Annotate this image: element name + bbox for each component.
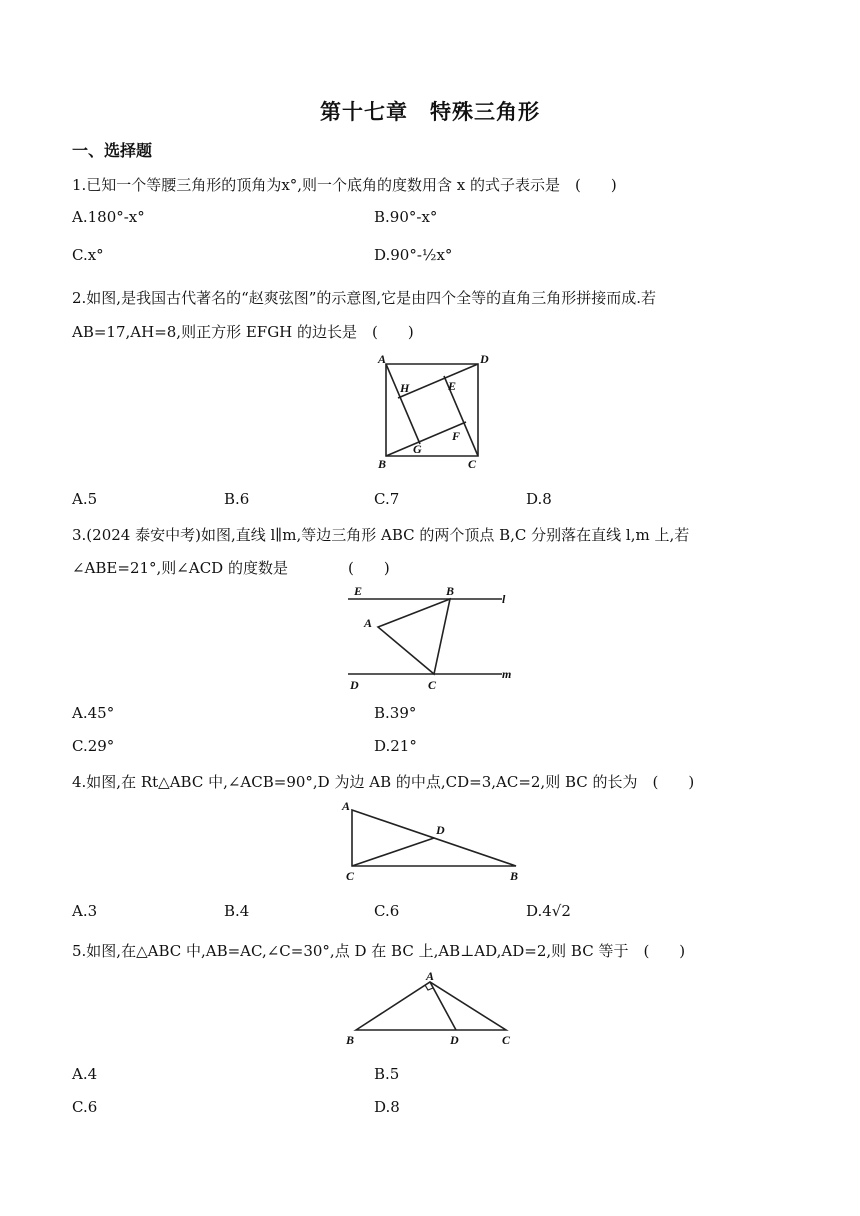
q5-option-c: C.6 xyxy=(72,1098,98,1116)
q2-label-c: C xyxy=(468,457,477,471)
q5-label-b: B xyxy=(346,1033,355,1047)
q3-option-d: D.21° xyxy=(374,737,417,755)
question-4-text: 4.如图,在 Rt△ABC 中,∠ACB=90°,D 为边 AB 的中点,CD=3,AC=2,则 BC 的长为 ( ) xyxy=(72,773,695,791)
q5-option-b: B.5 xyxy=(374,1065,400,1083)
q4-label-b: B xyxy=(510,869,519,883)
q2-option-b: B.6 xyxy=(224,490,250,508)
q4-label-c: C xyxy=(346,869,355,883)
q2-label-b: B xyxy=(378,457,387,471)
q2-outer-square xyxy=(386,364,478,456)
q2-label-a: A xyxy=(378,352,387,366)
q2-figure-zhaoshuang-diagram xyxy=(374,352,490,472)
q2-label-h: H xyxy=(400,381,410,395)
q3-option-a: A.45° xyxy=(72,704,115,722)
question-3-text-line2: ∠ABE=21°,则∠ACD 的度数是 ( ) xyxy=(72,559,390,577)
q2-option-a: A.5 xyxy=(72,490,98,508)
section-heading: 一、选择题 xyxy=(72,141,153,160)
q3-figure-parallel-lines xyxy=(340,583,520,693)
q3-option-c: C.29° xyxy=(72,737,115,755)
q1-option-c: C.x° xyxy=(72,246,104,264)
q5-label-d: D xyxy=(450,1033,459,1047)
q3-label-l: l xyxy=(502,592,506,606)
question-3-text-line1: 3.(2024 泰安中考)如图,直线 l∥m,等边三角形 ABC 的两个顶点 B,C 分别落在直线 l,m 上,若 xyxy=(72,526,690,544)
q5-option-d: D.8 xyxy=(374,1098,400,1116)
q1-option-b: B.90°-x° xyxy=(374,208,438,226)
q3-label-c: C xyxy=(428,678,437,692)
q2-line-dh xyxy=(398,364,478,398)
q4-option-b: B.4 xyxy=(224,902,250,920)
q2-label-e: E xyxy=(448,379,457,393)
q2-line-ag xyxy=(386,364,420,444)
q2-label-g: G xyxy=(413,442,422,456)
q1-option-a: A.180°-x° xyxy=(72,208,145,226)
q5-figure-isosceles-triangle xyxy=(338,968,528,1052)
q4-label-d: D xyxy=(436,823,445,837)
q2-option-c: C.7 xyxy=(374,490,400,508)
q3-option-b: B.39° xyxy=(374,704,417,722)
q4-option-a: A.3 xyxy=(72,902,98,920)
q2-label-f: F xyxy=(452,429,461,443)
q3-label-a: A xyxy=(364,616,373,630)
q4-label-a: A xyxy=(342,799,351,813)
question-1-text: 1.已知一个等腰三角形的顶角为x°,则一个底角的度数用含 x 的式子表示是 ( ) xyxy=(72,176,617,194)
question-2-text-line2: AB=17,AH=8,则正方形 EFGH 的边长是 ( ) xyxy=(72,323,414,341)
q2-label-d: D xyxy=(480,352,489,366)
q4-line-cd xyxy=(352,838,434,866)
q3-label-b: B xyxy=(446,584,455,598)
q2-option-d: D.8 xyxy=(526,490,552,508)
q5-label-c: C xyxy=(502,1033,511,1047)
q4-option-c: C.6 xyxy=(374,902,400,920)
q5-line-ad xyxy=(430,982,456,1030)
q3-triangle-abc xyxy=(378,599,450,674)
q4-figure-right-triangle xyxy=(338,798,528,884)
q5-label-a: A xyxy=(426,969,435,983)
q1-option-d: D.90°-½x° xyxy=(374,246,453,264)
question-2-text-line1: 2.如图,是我国古代著名的“赵爽弦图”的示意图,它是由四个全等的直角三角形拼接而成.若 xyxy=(72,289,656,307)
q3-label-e: E xyxy=(354,584,363,598)
question-5-text: 5.如图,在△ABC 中,AB=AC,∠C=30°,点 D 在 BC 上,AB⊥AD,AD=2,则 BC 等于 ( ) xyxy=(72,942,686,960)
page-title: 第十七章 特殊三角形 xyxy=(320,100,540,124)
q3-label-m: m xyxy=(502,667,512,681)
q5-option-a: A.4 xyxy=(72,1065,98,1083)
q4-option-d: D.4√2 xyxy=(526,902,571,920)
q3-label-d: D xyxy=(350,678,359,692)
